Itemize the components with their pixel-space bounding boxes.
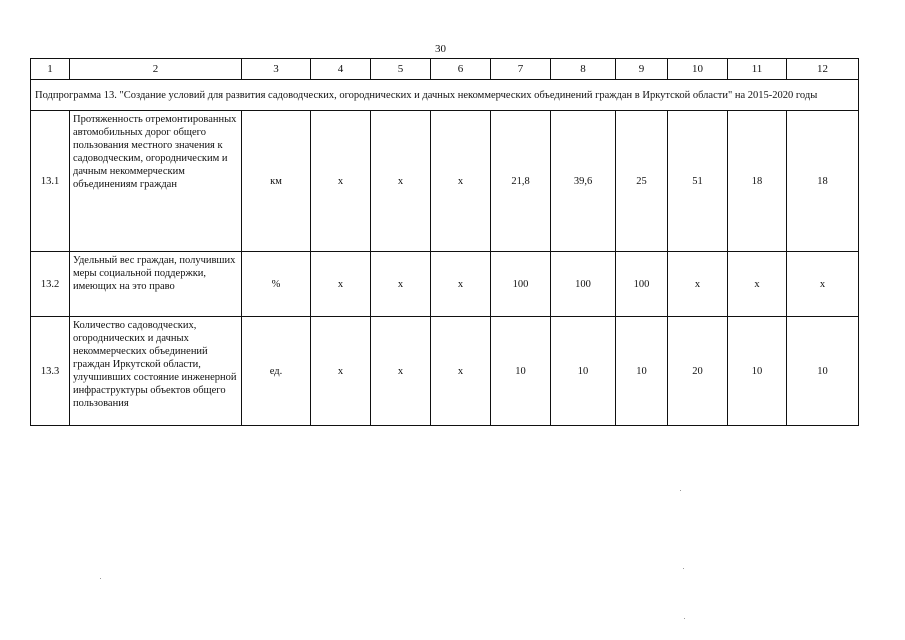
row-value: х — [728, 252, 787, 317]
row-value: 100 — [491, 252, 551, 317]
row-unit: ед. — [242, 317, 311, 426]
row-number: 13.1 — [31, 111, 70, 252]
header-cell: 1 — [31, 59, 70, 80]
row-description: Количество садоводческих, огороднических и дачных некоммерческих объединений граждан Иркутской области, улучшивших состояние инженерной инфраструктуры объектов общего пользования — [70, 317, 242, 426]
row-value: х — [371, 111, 431, 252]
row-unit: км — [242, 111, 311, 252]
row-value: 10 — [551, 317, 616, 426]
row-value: 100 — [616, 252, 668, 317]
table-row — [31, 252, 859, 317]
subprogram-row — [31, 80, 859, 111]
header-cell: 9 — [616, 59, 668, 80]
row-value: 51 — [668, 111, 728, 252]
header-cell: 8 — [551, 59, 616, 80]
header-cell: 7 — [491, 59, 551, 80]
row-value: х — [431, 252, 491, 317]
row-value: 25 — [616, 111, 668, 252]
row-value: х — [311, 317, 371, 426]
row-number: 13.2 — [31, 252, 70, 317]
page-number: 30 — [435, 43, 446, 55]
row-value: 10 — [491, 317, 551, 426]
header-row — [31, 59, 859, 80]
row-value: х — [431, 317, 491, 426]
scan-speck — [680, 490, 681, 491]
table-row — [31, 317, 859, 426]
table-row — [31, 111, 859, 252]
header-cell: 2 — [70, 59, 242, 80]
row-value: х — [311, 111, 371, 252]
row-value: х — [431, 111, 491, 252]
row-value: 21,8 — [491, 111, 551, 252]
row-description: Протяженность отремонтированных автомобильных дорог общего пользования местного значения к садоводческим, огородническим и дачным некоммерческим объединениям граждан — [70, 111, 242, 252]
header-cell: 12 — [787, 59, 859, 80]
row-description: Удельный вес граждан, получивших меры социальной поддержки, имеющих на это право — [70, 252, 242, 317]
row-value: 10 — [728, 317, 787, 426]
subprogram-title: Подпрограмма 13. "Создание условий для развития садоводческих, огороднических и дачных некоммерческих объединений граждан в Иркутской области" на 2015-2020 годы — [31, 80, 859, 111]
header-cell: 10 — [668, 59, 728, 80]
scan-speck — [684, 618, 685, 619]
header-cell: 11 — [728, 59, 787, 80]
row-value: 39,6 — [551, 111, 616, 252]
row-value: 10 — [787, 317, 859, 426]
row-value: х — [371, 317, 431, 426]
row-value: х — [371, 252, 431, 317]
header-cell: 6 — [431, 59, 491, 80]
row-value: х — [668, 252, 728, 317]
row-value: х — [311, 252, 371, 317]
row-unit: % — [242, 252, 311, 317]
scan-speck — [683, 568, 684, 569]
indicators-table — [30, 58, 859, 426]
header-cell: 4 — [311, 59, 371, 80]
row-number: 13.3 — [31, 317, 70, 426]
header-cell: 3 — [242, 59, 311, 80]
row-value: 100 — [551, 252, 616, 317]
row-value: х — [787, 252, 859, 317]
scan-speck — [100, 578, 101, 579]
row-value: 18 — [728, 111, 787, 252]
header-cell: 5 — [371, 59, 431, 80]
row-value: 18 — [787, 111, 859, 252]
row-value: 20 — [668, 317, 728, 426]
row-value: 10 — [616, 317, 668, 426]
